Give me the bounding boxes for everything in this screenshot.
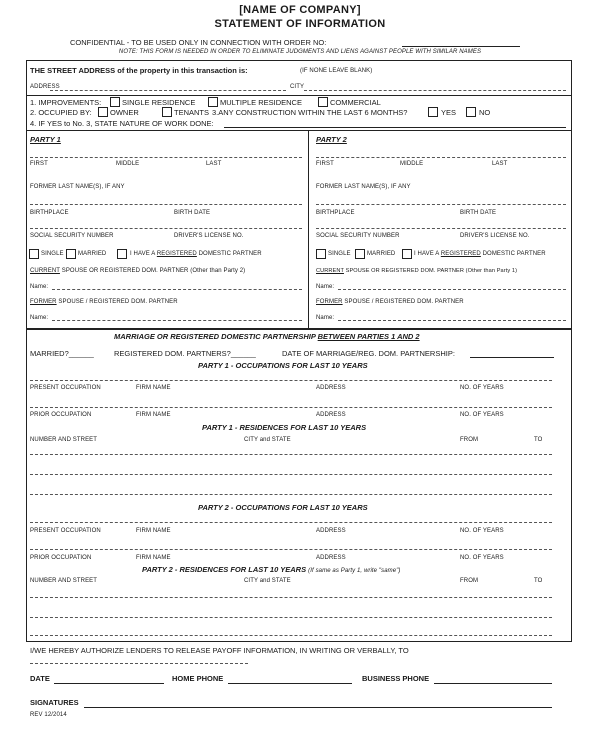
- party1-spouse-name-label: Name:: [30, 284, 49, 290]
- p1-residence-row-1[interactable]: [30, 454, 552, 455]
- party1-former-name-field[interactable]: [52, 320, 302, 321]
- party1-single-checkbox[interactable]: [29, 249, 39, 259]
- party1-first-label: FIRST: [30, 161, 48, 167]
- date-label: DATE: [30, 674, 50, 683]
- party2-former-name-field[interactable]: [338, 320, 566, 321]
- party2-former-spouse-line: [316, 299, 464, 306]
- party2-current: CURRENT: [316, 268, 344, 274]
- p1-prior-label: PRIOR OCCUPATION: [30, 412, 92, 418]
- p2-years-label-2: NO. OF YEARS: [460, 555, 504, 561]
- party1-birthdate-label: BIRTH DATE: [174, 210, 211, 216]
- party2-last-label: LAST: [492, 161, 508, 167]
- party1-former2: FORMER: [30, 299, 57, 305]
- business-phone-field[interactable]: [434, 683, 552, 684]
- party1-dom-partner-checkbox[interactable]: [117, 249, 127, 259]
- party1-married-label: MARRIED: [78, 251, 107, 257]
- party2-registered: REGISTERED: [440, 251, 481, 257]
- marriage-heading-b: BETWEEN PARTIES 1 AND 2: [317, 332, 420, 341]
- p2-present-occupation-field[interactable]: [30, 522, 552, 523]
- party2-id-field[interactable]: [316, 228, 566, 229]
- p2-address-label-2: ADDRESS: [316, 555, 346, 561]
- marriage-date-field[interactable]: [470, 357, 554, 358]
- confidential-line: CONFIDENTIAL - TO BE USED ONLY IN CONNECTION WITH ORDER NO:: [70, 38, 327, 47]
- multiple-residence-checkbox[interactable]: [208, 97, 218, 107]
- party2-spouse-name-label: Name:: [316, 284, 335, 290]
- p2-firm-label-2: FIRM NAME: [136, 555, 171, 561]
- party2-former2: FORMER: [316, 299, 343, 305]
- party1-dom-partner: DOMESTIC PARTNER: [198, 251, 262, 257]
- order-no-field[interactable]: [402, 46, 520, 47]
- single-residence-label: SINGLE RESIDENCE: [122, 98, 196, 107]
- p1-city-label: CITY and STATE: [244, 437, 291, 443]
- none-note: (IF NONE LEAVE BLANK): [300, 68, 373, 74]
- party2-married-label: MARRIED: [367, 251, 396, 257]
- p2-years-label: NO. OF YEARS: [460, 528, 504, 534]
- revision-label: REV 12/2014: [30, 712, 67, 718]
- party2-heading: PARTY 2: [316, 135, 347, 144]
- authorize-text: I/WE HEREBY AUTHORIZE LENDERS TO RELEASE PAYOFF INFORMATION, IN WRITING OR VERBALLY, TO: [30, 646, 409, 655]
- party1-spouse-name-field[interactable]: [52, 289, 302, 290]
- party2-former2-rest: SPOUSE / REGISTERED DOM. PARTNER: [344, 299, 464, 305]
- party2-license-label: DRIVER'S LICENSE NO.: [460, 233, 530, 239]
- party1-last-label: LAST: [206, 161, 222, 167]
- yes-checkbox[interactable]: [428, 107, 438, 117]
- marriage-heading-a: MARRIAGE OR REGISTERED DOMESTIC PARTNERSHIP: [114, 332, 318, 341]
- p2-number-label: NUMBER AND STREET: [30, 578, 98, 584]
- party2-married-checkbox[interactable]: [355, 249, 365, 259]
- p1-occupations-heading: PARTY 1 - OCCUPATIONS FOR LAST 10 YEARS: [198, 361, 368, 370]
- marriage-date-label: DATE OF MARRIAGE/REG. DOM. PARTNERSHIP:: [282, 349, 455, 358]
- p2-address-label: ADDRESS: [316, 528, 346, 534]
- city-field[interactable]: [304, 90, 566, 91]
- party1-license-label: DRIVER'S LICENSE NO.: [174, 233, 244, 239]
- party2-partner-line: [414, 251, 546, 258]
- p1-residence-row-3[interactable]: [30, 494, 552, 495]
- party2-dom-partner-checkbox[interactable]: [402, 249, 412, 259]
- p1-residences-heading: PARTY 1 - RESIDENCES FOR LAST 10 YEARS: [202, 423, 367, 432]
- party1-registered: REGISTERED: [156, 251, 197, 257]
- party1-birth-field[interactable]: [30, 204, 302, 205]
- party1-name-field[interactable]: [30, 157, 302, 158]
- party2-birth-field[interactable]: [316, 204, 566, 205]
- p2-to-label: TO: [534, 578, 543, 584]
- tenants-checkbox[interactable]: [162, 107, 172, 117]
- party2-former-label: FORMER LAST NAME(S), IF ANY: [316, 184, 411, 190]
- party1-former-label: FORMER LAST NAME(S), IF ANY: [30, 184, 125, 190]
- tenants-label: TENANTS: [174, 108, 210, 117]
- party1-former2-rest: SPOUSE / REGISTERED DOM. PARTNER: [58, 299, 178, 305]
- party1-former-spouse-line: [30, 299, 178, 306]
- p1-from-label: FROM: [460, 437, 479, 443]
- home-phone-label: HOME PHONE: [172, 674, 224, 683]
- p1-firm-label-2: FIRM NAME: [136, 412, 171, 418]
- p2-occupations-heading: PARTY 2 - OCCUPATIONS FOR LAST 10 YEARS: [198, 503, 368, 512]
- party1-current: CURRENT: [30, 268, 60, 274]
- form-title: STATEMENT OF INFORMATION: [214, 18, 386, 30]
- construction-question: 3.ANY CONSTRUCTION WITHIN THE LAST 6 MONTHS?: [212, 108, 408, 117]
- p2-city-label: CITY and STATE: [244, 578, 291, 584]
- party-divider: [308, 130, 309, 328]
- work-done-field[interactable]: [224, 127, 566, 128]
- occupied-label: 2. OCCUPIED BY:: [30, 108, 92, 117]
- p2-residences-heading-line: [142, 565, 401, 575]
- marriage-heading: [114, 332, 420, 341]
- company-name: [NAME OF COMPANY]: [239, 4, 361, 16]
- party1-id-field[interactable]: [30, 228, 302, 229]
- lender-field[interactable]: [30, 663, 248, 664]
- party2-current-rest: SPOUSE OR REGISTERED DOM. PARTNER (Other than Party 1): [345, 268, 518, 274]
- p2-residences-note: (If same as Party 1, write "same"): [308, 568, 401, 574]
- improvements-label: 1. IMPROVEMENTS:: [30, 98, 102, 107]
- party1-middle-label: MIDDLE: [116, 161, 140, 167]
- party1-former-name-label: Name:: [30, 315, 49, 321]
- form-note: NOTE: THIS FORM IS NEEDED IN ORDER TO ELIMINATE JUDGMENTS AND LIENS AGAINST PEOPLE WITH SIMILAR NAMES: [118, 49, 482, 55]
- p2-present-label: PRESENT OCCUPATION: [30, 528, 101, 534]
- p2-prior-label: PRIOR OCCUPATION: [30, 555, 92, 561]
- no-label: NO: [479, 108, 491, 117]
- party1-partner-line: [130, 251, 262, 258]
- yes-label: YES: [441, 108, 457, 117]
- party2-dom-partner: DOMESTIC PARTNER: [482, 251, 546, 257]
- party2-first-label: FIRST: [316, 161, 334, 167]
- home-phone-field[interactable]: [228, 683, 352, 684]
- party1-current-line: [30, 268, 245, 275]
- no-checkbox[interactable]: [466, 107, 476, 117]
- p1-years-label-2: NO. OF YEARS: [460, 412, 504, 418]
- p1-present-label: PRESENT OCCUPATION: [30, 385, 101, 391]
- party2-former-name-label: Name:: [316, 315, 335, 321]
- p1-prior-occupation-field[interactable]: [30, 407, 552, 408]
- p1-firm-label: FIRM NAME: [136, 385, 171, 391]
- party1-current-rest: SPOUSE OR REGISTERED DOM. PARTNER (Other than Party 2): [61, 268, 246, 274]
- owner-label: OWNER: [110, 108, 139, 117]
- address-field[interactable]: [50, 90, 286, 91]
- party1-ssn-label: SOCIAL SECURITY NUMBER: [30, 233, 114, 239]
- party1-birthplace-label: BIRTHPLACE: [30, 210, 69, 216]
- p2-prior-occupation-field[interactable]: [30, 549, 552, 550]
- p1-to-label: TO: [534, 437, 543, 443]
- p2-residences-heading: PARTY 2 - RESIDENCES FOR LAST 10 YEARS: [142, 565, 307, 574]
- party1-single-label: SINGLE: [41, 251, 64, 257]
- party2-middle-label: MIDDLE: [400, 161, 424, 167]
- p2-residence-row-2[interactable]: [30, 617, 552, 618]
- business-phone-label: BUSINESS PHONE: [362, 674, 430, 683]
- party2-single-label: SINGLE: [328, 251, 351, 257]
- party2-ssn-label: SOCIAL SECURITY NUMBER: [316, 233, 400, 239]
- p1-residence-row-2[interactable]: [30, 474, 552, 475]
- owner-checkbox[interactable]: [98, 107, 108, 117]
- p2-residence-row-3[interactable]: [30, 635, 552, 636]
- p1-present-occupation-field[interactable]: [30, 380, 552, 381]
- commercial-label: COMMERCIAL: [330, 98, 381, 107]
- single-residence-checkbox[interactable]: [110, 97, 120, 107]
- party2-birthdate-label: BIRTH DATE: [460, 210, 497, 216]
- party2-single-checkbox[interactable]: [316, 249, 326, 259]
- party2-name-field[interactable]: [316, 157, 566, 158]
- p1-years-label: NO. OF YEARS: [460, 385, 504, 391]
- party2-current-line: [316, 268, 517, 275]
- registered-question: REGISTERED DOM. PARTNERS?______: [114, 349, 256, 358]
- signatures-label: SIGNATURES: [30, 698, 79, 707]
- married-question: MARRIED?______: [30, 349, 94, 358]
- signatures-field[interactable]: [84, 707, 552, 708]
- date-field[interactable]: [54, 683, 164, 684]
- party2-spouse-name-field[interactable]: [338, 289, 566, 290]
- street-address-label: THE STREET ADDRESS of the property in this transaction is:: [30, 66, 248, 75]
- history-section: [26, 328, 572, 642]
- p1-number-label: NUMBER AND STREET: [30, 437, 98, 443]
- p1-address-label: ADDRESS: [316, 385, 346, 391]
- p2-residence-row-1[interactable]: [30, 597, 552, 598]
- commercial-checkbox[interactable]: [318, 97, 328, 107]
- address-label: ADDRESS: [30, 84, 60, 90]
- party2-birthplace-label: BIRTHPLACE: [316, 210, 355, 216]
- p1-address-label-2: ADDRESS: [316, 412, 346, 418]
- party1-married-checkbox[interactable]: [66, 249, 76, 259]
- p2-firm-label: FIRM NAME: [136, 528, 171, 534]
- p2-from-label: FROM: [460, 578, 479, 584]
- work-done-label: 4. IF YES to No. 3, STATE NATURE OF WORK DONE:: [30, 119, 214, 128]
- party1-heading: PARTY 1: [30, 135, 61, 144]
- multiple-residence-label: MULTIPLE RESIDENCE: [220, 98, 302, 107]
- city-label: CITY: [290, 84, 305, 90]
- party1-have-a: I HAVE A: [130, 251, 156, 257]
- party2-have-a: I HAVE A: [414, 251, 440, 257]
